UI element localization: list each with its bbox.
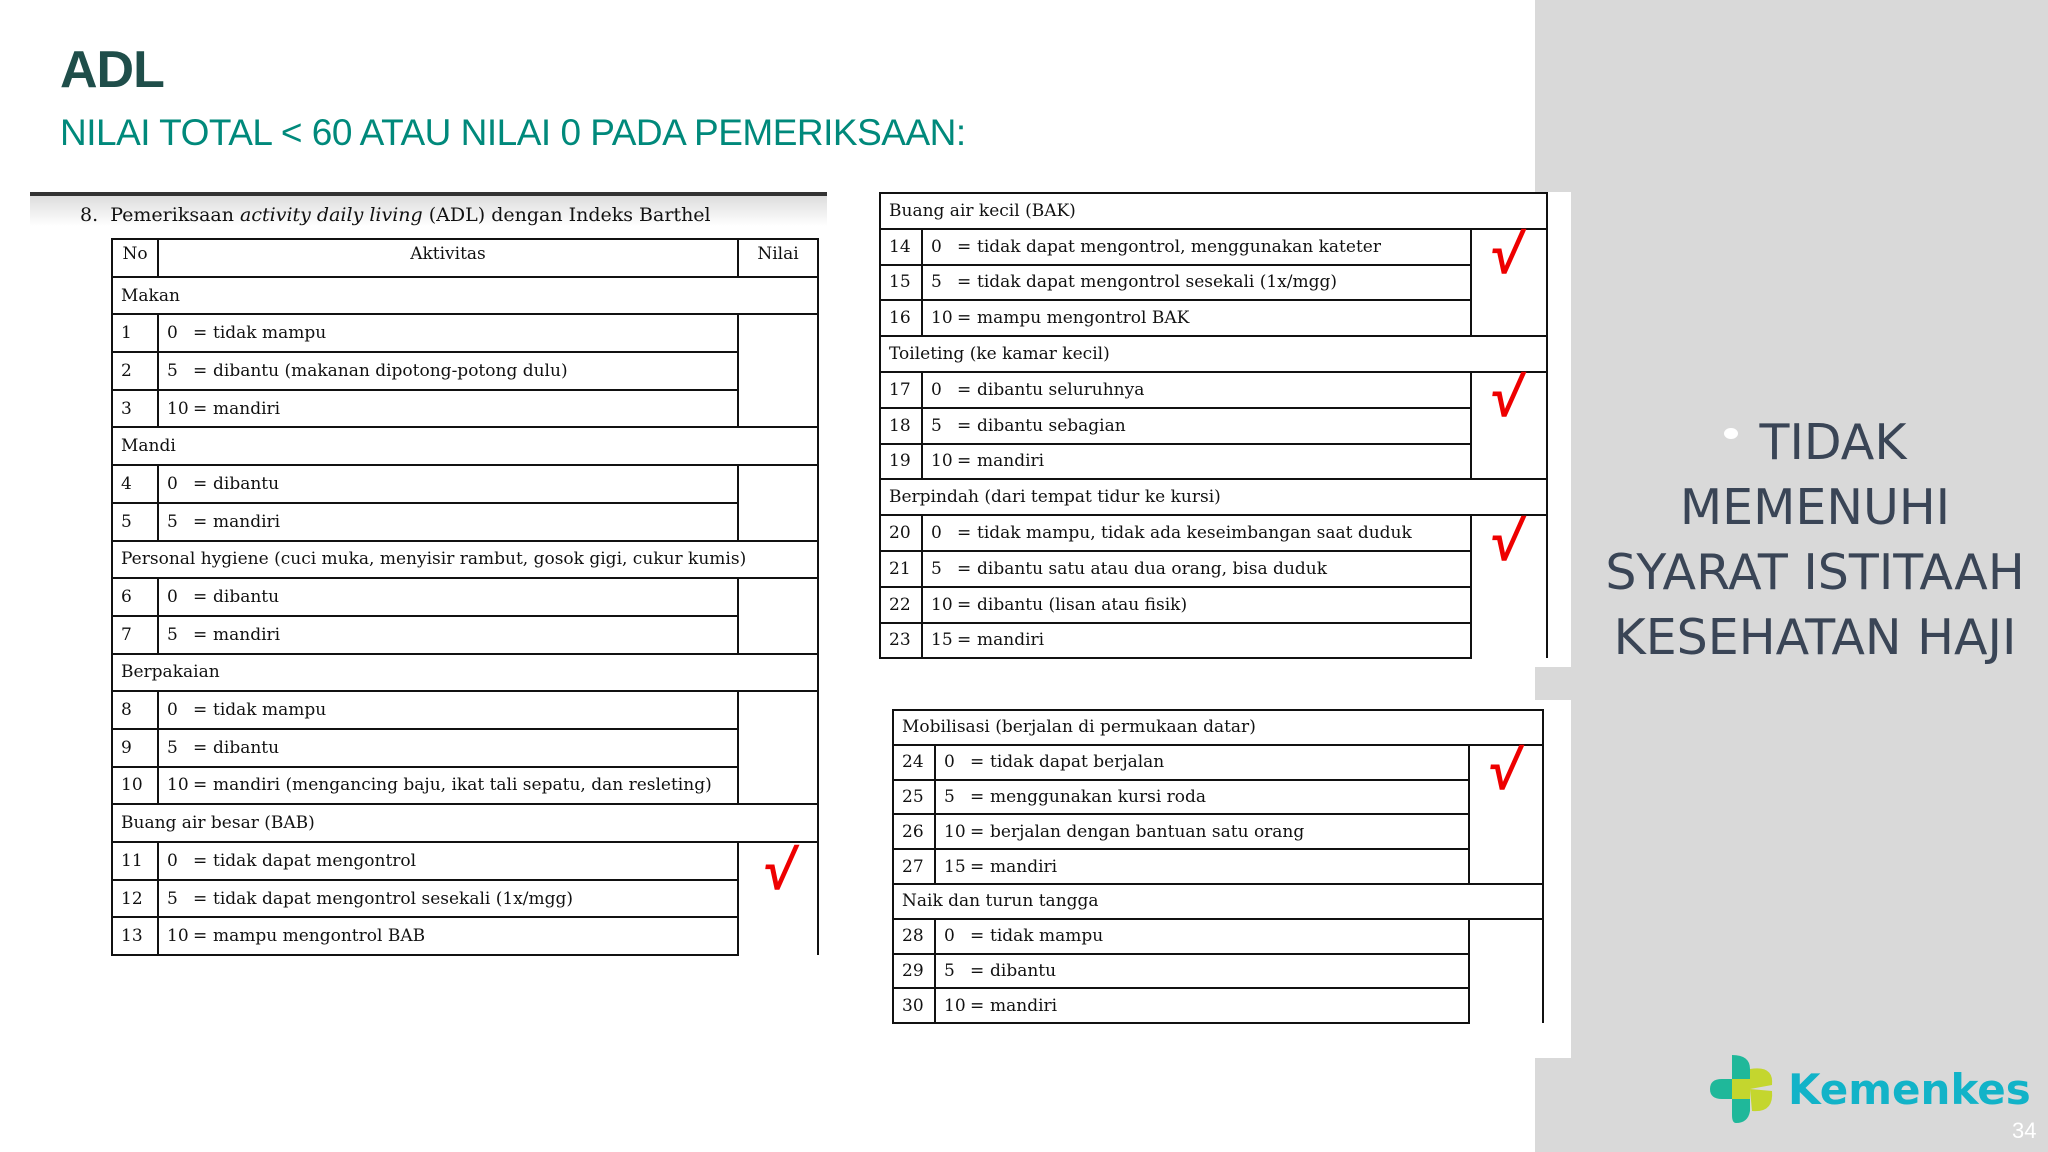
check-mark-bab: √ bbox=[760, 838, 801, 901]
section-label: Mobilisasi (berjalan di permukaan datar) bbox=[893, 710, 1543, 745]
activity-cell bbox=[922, 300, 1471, 336]
heading-italic: activity daily living bbox=[240, 204, 423, 226]
equals: = bbox=[193, 323, 208, 344]
nilai-cell bbox=[1469, 919, 1543, 954]
activity-cell bbox=[158, 691, 738, 729]
activity-text: mandiri (mengancing baju, ikat tali sepatu, dan resleting) bbox=[213, 775, 712, 796]
score: 0 bbox=[931, 523, 942, 544]
section-label: Buang air besar (BAB) bbox=[112, 804, 818, 842]
table-row bbox=[893, 988, 1543, 1023]
nilai-cell bbox=[738, 314, 818, 352]
table-row bbox=[112, 578, 818, 616]
nilai-cell bbox=[1469, 954, 1543, 989]
score: 5 bbox=[167, 624, 178, 645]
check-mark-berpindah: √ bbox=[1487, 509, 1528, 572]
table-row bbox=[880, 551, 1547, 587]
score: 10 bbox=[167, 926, 189, 947]
table-row bbox=[112, 767, 818, 805]
activity-cell bbox=[158, 767, 738, 805]
table-row bbox=[112, 465, 818, 503]
nilai-cell bbox=[738, 465, 818, 503]
equals: = bbox=[957, 523, 972, 544]
conclusion-text: TIDAK MEMENUHI SYARAT ISTITAAH KESEHATAN HAJI bbox=[1605, 414, 2025, 666]
activity-cell bbox=[158, 352, 738, 390]
score: 10 bbox=[944, 995, 966, 1016]
activity-cell bbox=[935, 849, 1469, 884]
activity-text: menggunakan kursi roda bbox=[990, 786, 1207, 807]
activity-cell bbox=[935, 919, 1469, 954]
section-row bbox=[880, 336, 1547, 372]
nilai-cell bbox=[1471, 587, 1547, 623]
equals: = bbox=[957, 272, 972, 293]
section-row bbox=[112, 654, 818, 692]
score: 0 bbox=[944, 752, 955, 773]
equals: = bbox=[957, 558, 972, 579]
row-number: 21 bbox=[880, 551, 922, 587]
row-number: 7 bbox=[112, 616, 158, 654]
conclusion-bullet bbox=[1590, 410, 2040, 670]
section-label: Makan bbox=[112, 277, 818, 315]
row-number: 28 bbox=[893, 919, 935, 954]
row-number: 6 bbox=[112, 578, 158, 616]
table-row bbox=[893, 780, 1543, 815]
score: 0 bbox=[167, 473, 178, 494]
nilai-cell bbox=[738, 616, 818, 654]
activity-text: dibantu bbox=[213, 587, 280, 608]
table-row bbox=[880, 587, 1547, 623]
section-label: Berpindah (dari tempat tidur ke kursi) bbox=[880, 479, 1547, 515]
equals: = bbox=[193, 360, 208, 381]
table-row bbox=[880, 408, 1547, 444]
activity-text: mandiri bbox=[977, 630, 1045, 651]
activity-cell bbox=[158, 616, 738, 654]
barthel-table-left bbox=[111, 238, 819, 956]
activity-text: dibantu sebagian bbox=[977, 415, 1126, 436]
row-number: 2 bbox=[112, 352, 158, 390]
nilai-cell bbox=[1469, 849, 1543, 884]
row-number: 20 bbox=[880, 515, 922, 551]
equals: = bbox=[970, 752, 985, 773]
section-row bbox=[112, 804, 818, 842]
score: 0 bbox=[944, 926, 955, 947]
equals: = bbox=[193, 737, 208, 758]
equals: = bbox=[193, 926, 208, 947]
nilai-cell bbox=[1471, 300, 1547, 336]
table-row bbox=[880, 229, 1547, 265]
equals: = bbox=[957, 236, 972, 257]
row-number: 15 bbox=[880, 265, 922, 301]
header-no: No bbox=[112, 239, 158, 277]
nilai-cell bbox=[738, 691, 818, 729]
score: 0 bbox=[167, 587, 178, 608]
kemenkes-logo-icon bbox=[1710, 1055, 1774, 1123]
heading-text: (ADL) dengan Indeks Barthel bbox=[422, 204, 711, 226]
nilai-cell bbox=[738, 503, 818, 541]
section-row bbox=[880, 479, 1547, 515]
row-number: 27 bbox=[893, 849, 935, 884]
activity-text: tidak mampu bbox=[213, 323, 327, 344]
activity-text: mandiri bbox=[990, 995, 1058, 1016]
activity-text: mandiri bbox=[213, 398, 281, 419]
row-number: 26 bbox=[893, 814, 935, 849]
score: 5 bbox=[167, 888, 178, 909]
section-label: Naik dan turun tangga bbox=[893, 884, 1543, 919]
activity-cell bbox=[935, 954, 1469, 989]
score: 0 bbox=[167, 700, 178, 721]
row-number: 29 bbox=[893, 954, 935, 989]
row-number: 3 bbox=[112, 390, 158, 428]
document-heading bbox=[80, 204, 711, 226]
table-row bbox=[880, 265, 1547, 301]
row-number: 24 bbox=[893, 745, 935, 780]
row-number: 5 bbox=[112, 503, 158, 541]
row-number: 14 bbox=[880, 229, 922, 265]
activity-cell bbox=[935, 814, 1469, 849]
score: 5 bbox=[931, 558, 942, 579]
activity-text: dibantu seluruhnya bbox=[977, 379, 1145, 400]
table-row bbox=[112, 503, 818, 541]
section-row bbox=[893, 884, 1543, 919]
score: 5 bbox=[931, 415, 942, 436]
check-mark-bak: √ bbox=[1487, 222, 1528, 285]
row-number: 9 bbox=[112, 729, 158, 767]
row-number: 16 bbox=[880, 300, 922, 336]
activity-cell bbox=[922, 265, 1471, 301]
nilai-cell bbox=[1469, 988, 1543, 1023]
barthel-table-right-bottom bbox=[892, 709, 1544, 1024]
header-nilai: Nilai bbox=[738, 239, 818, 277]
score: 0 bbox=[931, 379, 942, 400]
table-row bbox=[880, 444, 1547, 480]
activity-cell bbox=[922, 372, 1471, 408]
equals: = bbox=[957, 630, 972, 651]
nilai-cell bbox=[738, 729, 818, 767]
score: 10 bbox=[931, 308, 953, 329]
table-row bbox=[112, 917, 818, 955]
row-number: 17 bbox=[880, 372, 922, 408]
page-number: 34 bbox=[2012, 1118, 2037, 1143]
activity-text: mandiri bbox=[213, 624, 281, 645]
table-row bbox=[112, 352, 818, 390]
heading-text: Pemeriksaan bbox=[110, 204, 241, 226]
equals: = bbox=[957, 451, 972, 472]
table-row bbox=[893, 919, 1543, 954]
activity-cell bbox=[158, 314, 738, 352]
equals: = bbox=[970, 821, 985, 842]
section-row bbox=[893, 710, 1543, 745]
nilai-cell bbox=[738, 767, 818, 805]
row-number: 25 bbox=[893, 780, 935, 815]
table-row bbox=[893, 849, 1543, 884]
equals: = bbox=[957, 594, 972, 615]
activity-text: dibantu bbox=[213, 737, 280, 758]
row-number: 23 bbox=[880, 623, 922, 659]
score: 10 bbox=[167, 398, 189, 419]
table-row bbox=[112, 842, 818, 880]
row-number: 18 bbox=[880, 408, 922, 444]
row-number: 10 bbox=[112, 767, 158, 805]
slide-title: ADL bbox=[60, 41, 164, 99]
nilai-cell bbox=[738, 352, 818, 390]
row-number: 4 bbox=[112, 465, 158, 503]
section-row bbox=[112, 277, 818, 315]
equals: = bbox=[193, 700, 208, 721]
table-row bbox=[112, 691, 818, 729]
row-number: 13 bbox=[112, 917, 158, 955]
activity-text: mampu mengontrol BAB bbox=[213, 926, 426, 947]
row-number: 22 bbox=[880, 587, 922, 623]
score: 10 bbox=[944, 821, 966, 842]
section-row bbox=[880, 193, 1547, 229]
nilai-cell bbox=[1471, 444, 1547, 480]
score: 0 bbox=[167, 323, 178, 344]
activity-cell bbox=[935, 988, 1469, 1023]
table-row bbox=[112, 616, 818, 654]
table-row bbox=[880, 623, 1547, 659]
score: 0 bbox=[931, 236, 942, 257]
activity-text: berjalan dengan bantuan satu orang bbox=[990, 821, 1305, 842]
row-number: 11 bbox=[112, 842, 158, 880]
nilai-cell bbox=[1469, 814, 1543, 849]
header-aktivitas: Aktivitas bbox=[158, 239, 738, 277]
activity-cell bbox=[935, 780, 1469, 815]
activity-cell bbox=[922, 408, 1471, 444]
row-number: 12 bbox=[112, 880, 158, 918]
table-row bbox=[112, 390, 818, 428]
activity-text: tidak dapat mengontrol bbox=[213, 850, 417, 871]
row-number: 8 bbox=[112, 691, 158, 729]
activity-text: mandiri bbox=[213, 511, 281, 532]
nilai-cell bbox=[1471, 623, 1547, 659]
row-number: 1 bbox=[112, 314, 158, 352]
table-row bbox=[112, 880, 818, 918]
logo-text: Kemenkes bbox=[1788, 1064, 2031, 1114]
kemenkes-logo bbox=[1710, 1055, 2031, 1123]
activity-cell bbox=[158, 729, 738, 767]
score: 5 bbox=[931, 272, 942, 293]
activity-cell bbox=[158, 578, 738, 616]
heading-number: 8. bbox=[80, 204, 99, 226]
section-row bbox=[112, 427, 818, 465]
table-row bbox=[880, 515, 1547, 551]
score: 0 bbox=[167, 850, 178, 871]
score: 10 bbox=[167, 775, 189, 796]
table-row bbox=[880, 300, 1547, 336]
activity-cell bbox=[922, 587, 1471, 623]
equals: = bbox=[970, 960, 985, 981]
activity-text: tidak dapat berjalan bbox=[990, 752, 1165, 773]
equals: = bbox=[193, 398, 208, 419]
table-row bbox=[893, 954, 1543, 989]
barthel-table-right-top bbox=[879, 192, 1548, 659]
activity-cell bbox=[158, 465, 738, 503]
section-label: Mandi bbox=[112, 427, 818, 465]
score: 15 bbox=[931, 630, 953, 651]
activity-text: tidak mampu bbox=[213, 700, 327, 721]
equals: = bbox=[970, 856, 985, 877]
activity-cell bbox=[158, 503, 738, 541]
score: 5 bbox=[167, 360, 178, 381]
score: 5 bbox=[167, 737, 178, 758]
equals: = bbox=[970, 786, 985, 807]
activity-text: dibantu (lisan atau fisik) bbox=[977, 594, 1188, 615]
table-row bbox=[112, 729, 818, 767]
equals: = bbox=[193, 587, 208, 608]
score: 10 bbox=[931, 594, 953, 615]
section-label: Toileting (ke kamar kecil) bbox=[880, 336, 1547, 372]
activity-text: mandiri bbox=[977, 451, 1045, 472]
row-number: 30 bbox=[893, 988, 935, 1023]
equals: = bbox=[957, 415, 972, 436]
activity-cell bbox=[158, 917, 738, 955]
slide-subtitle: NILAI TOTAL < 60 ATAU NILAI 0 PADA PEMERIKSAAN: bbox=[60, 112, 966, 153]
table-row bbox=[893, 814, 1543, 849]
activity-text: tidak mampu, tidak ada keseimbangan saat duduk bbox=[977, 523, 1412, 544]
activity-cell bbox=[922, 229, 1471, 265]
activity-cell bbox=[922, 551, 1471, 587]
equals: = bbox=[193, 775, 208, 796]
equals: = bbox=[957, 308, 972, 329]
nilai-cell bbox=[738, 578, 818, 616]
equals: = bbox=[970, 926, 985, 947]
activity-text: tidak mampu bbox=[990, 926, 1104, 947]
section-label: Personal hygiene (cuci muka, menyisir rambut, gosok gigi, cukur kumis) bbox=[112, 541, 818, 579]
activity-cell bbox=[158, 880, 738, 918]
table-row bbox=[880, 372, 1547, 408]
bullet-icon bbox=[1724, 428, 1738, 439]
score: 15 bbox=[944, 856, 966, 877]
activity-text: mampu mengontrol BAK bbox=[977, 308, 1190, 329]
activity-cell bbox=[935, 745, 1469, 780]
equals: = bbox=[193, 850, 208, 871]
row-number: 19 bbox=[880, 444, 922, 480]
section-row bbox=[112, 541, 818, 579]
activity-text: dibantu satu atau dua orang, bisa duduk bbox=[977, 558, 1328, 579]
activity-cell bbox=[922, 444, 1471, 480]
table-row bbox=[893, 745, 1543, 780]
activity-cell bbox=[158, 390, 738, 428]
score: 10 bbox=[931, 451, 953, 472]
equals: = bbox=[957, 379, 972, 400]
activity-text: dibantu bbox=[213, 473, 280, 494]
activity-text: tidak dapat mengontrol sesekali (1x/mgg) bbox=[213, 888, 574, 909]
activity-text: dibantu (makanan dipotong-potong dulu) bbox=[213, 360, 568, 381]
score: 5 bbox=[944, 960, 955, 981]
activity-cell bbox=[158, 842, 738, 880]
equals: = bbox=[970, 995, 985, 1016]
activity-cell bbox=[922, 623, 1471, 659]
activity-text: tidak dapat mengontrol sesekali (1x/mgg) bbox=[977, 272, 1338, 293]
equals: = bbox=[193, 473, 208, 494]
equals: = bbox=[193, 888, 208, 909]
check-mark-mobilisasi: √ bbox=[1485, 738, 1526, 801]
check-mark-toileting: √ bbox=[1487, 365, 1528, 428]
nilai-cell bbox=[738, 390, 818, 428]
score: 5 bbox=[944, 786, 955, 807]
section-label: Buang air kecil (BAK) bbox=[880, 193, 1547, 229]
nilai-cell bbox=[738, 917, 818, 955]
activity-text: mandiri bbox=[990, 856, 1058, 877]
equals: = bbox=[193, 511, 208, 532]
section-label: Berpakaian bbox=[112, 654, 818, 692]
activity-cell bbox=[922, 515, 1471, 551]
score: 5 bbox=[167, 511, 178, 532]
activity-text: tidak dapat mengontrol, menggunakan kateter bbox=[977, 236, 1381, 257]
equals: = bbox=[193, 624, 208, 645]
activity-text: dibantu bbox=[990, 960, 1057, 981]
table-row bbox=[112, 314, 818, 352]
